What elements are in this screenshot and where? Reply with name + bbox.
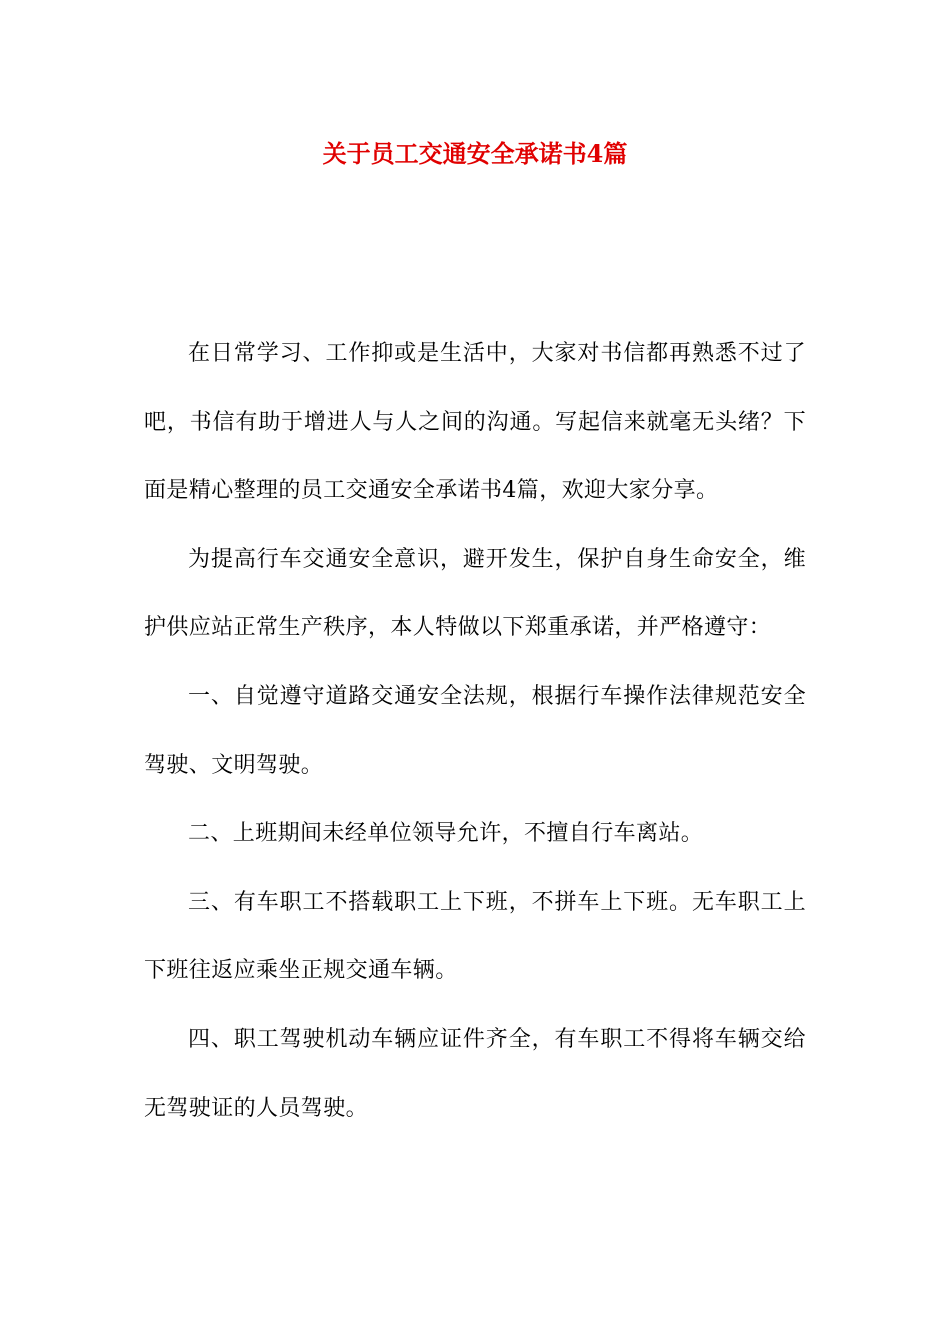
commitment-item-2: 二、上班期间未经单位领导允许，不擅自行车离站。 [188, 821, 704, 847]
intro-paragraph: 在日常学习、工作抑或是生活中，大家对书信都再熟悉不过了吧，书信有助于增进人与人之间的沟通。写起信来就毫无头绪？下面是精心整理的员工交通安全承诺书4篇，欢迎大家分享。 [144, 341, 806, 504]
document-body [144, 320, 806, 1143]
document-title: 关于员工交通安全承诺书4篇 [322, 139, 628, 168]
commitment-intro-paragraph: 为提高行车交通安全意识，避开发生，保护自身生命安全，维护供应站正常生产秩序，本人特做以下郑重承诺，并严格遵守： [144, 546, 806, 641]
commitment-item-1: 一、自觉遵守道路交通安全法规，根据行车操作法律规范安全驾驶、文明驾驶。 [144, 683, 806, 778]
commitment-item-3: 三、有车职工不搭载职工上下班，不拼车上下班。无车职工上下班往返应乘坐正规交通车辆。 [144, 889, 806, 984]
commitment-item-4: 四、职工驾驶机动车辆应证件齐全，有车职工不得将车辆交给无驾驶证的人员驾驶。 [144, 1026, 806, 1121]
